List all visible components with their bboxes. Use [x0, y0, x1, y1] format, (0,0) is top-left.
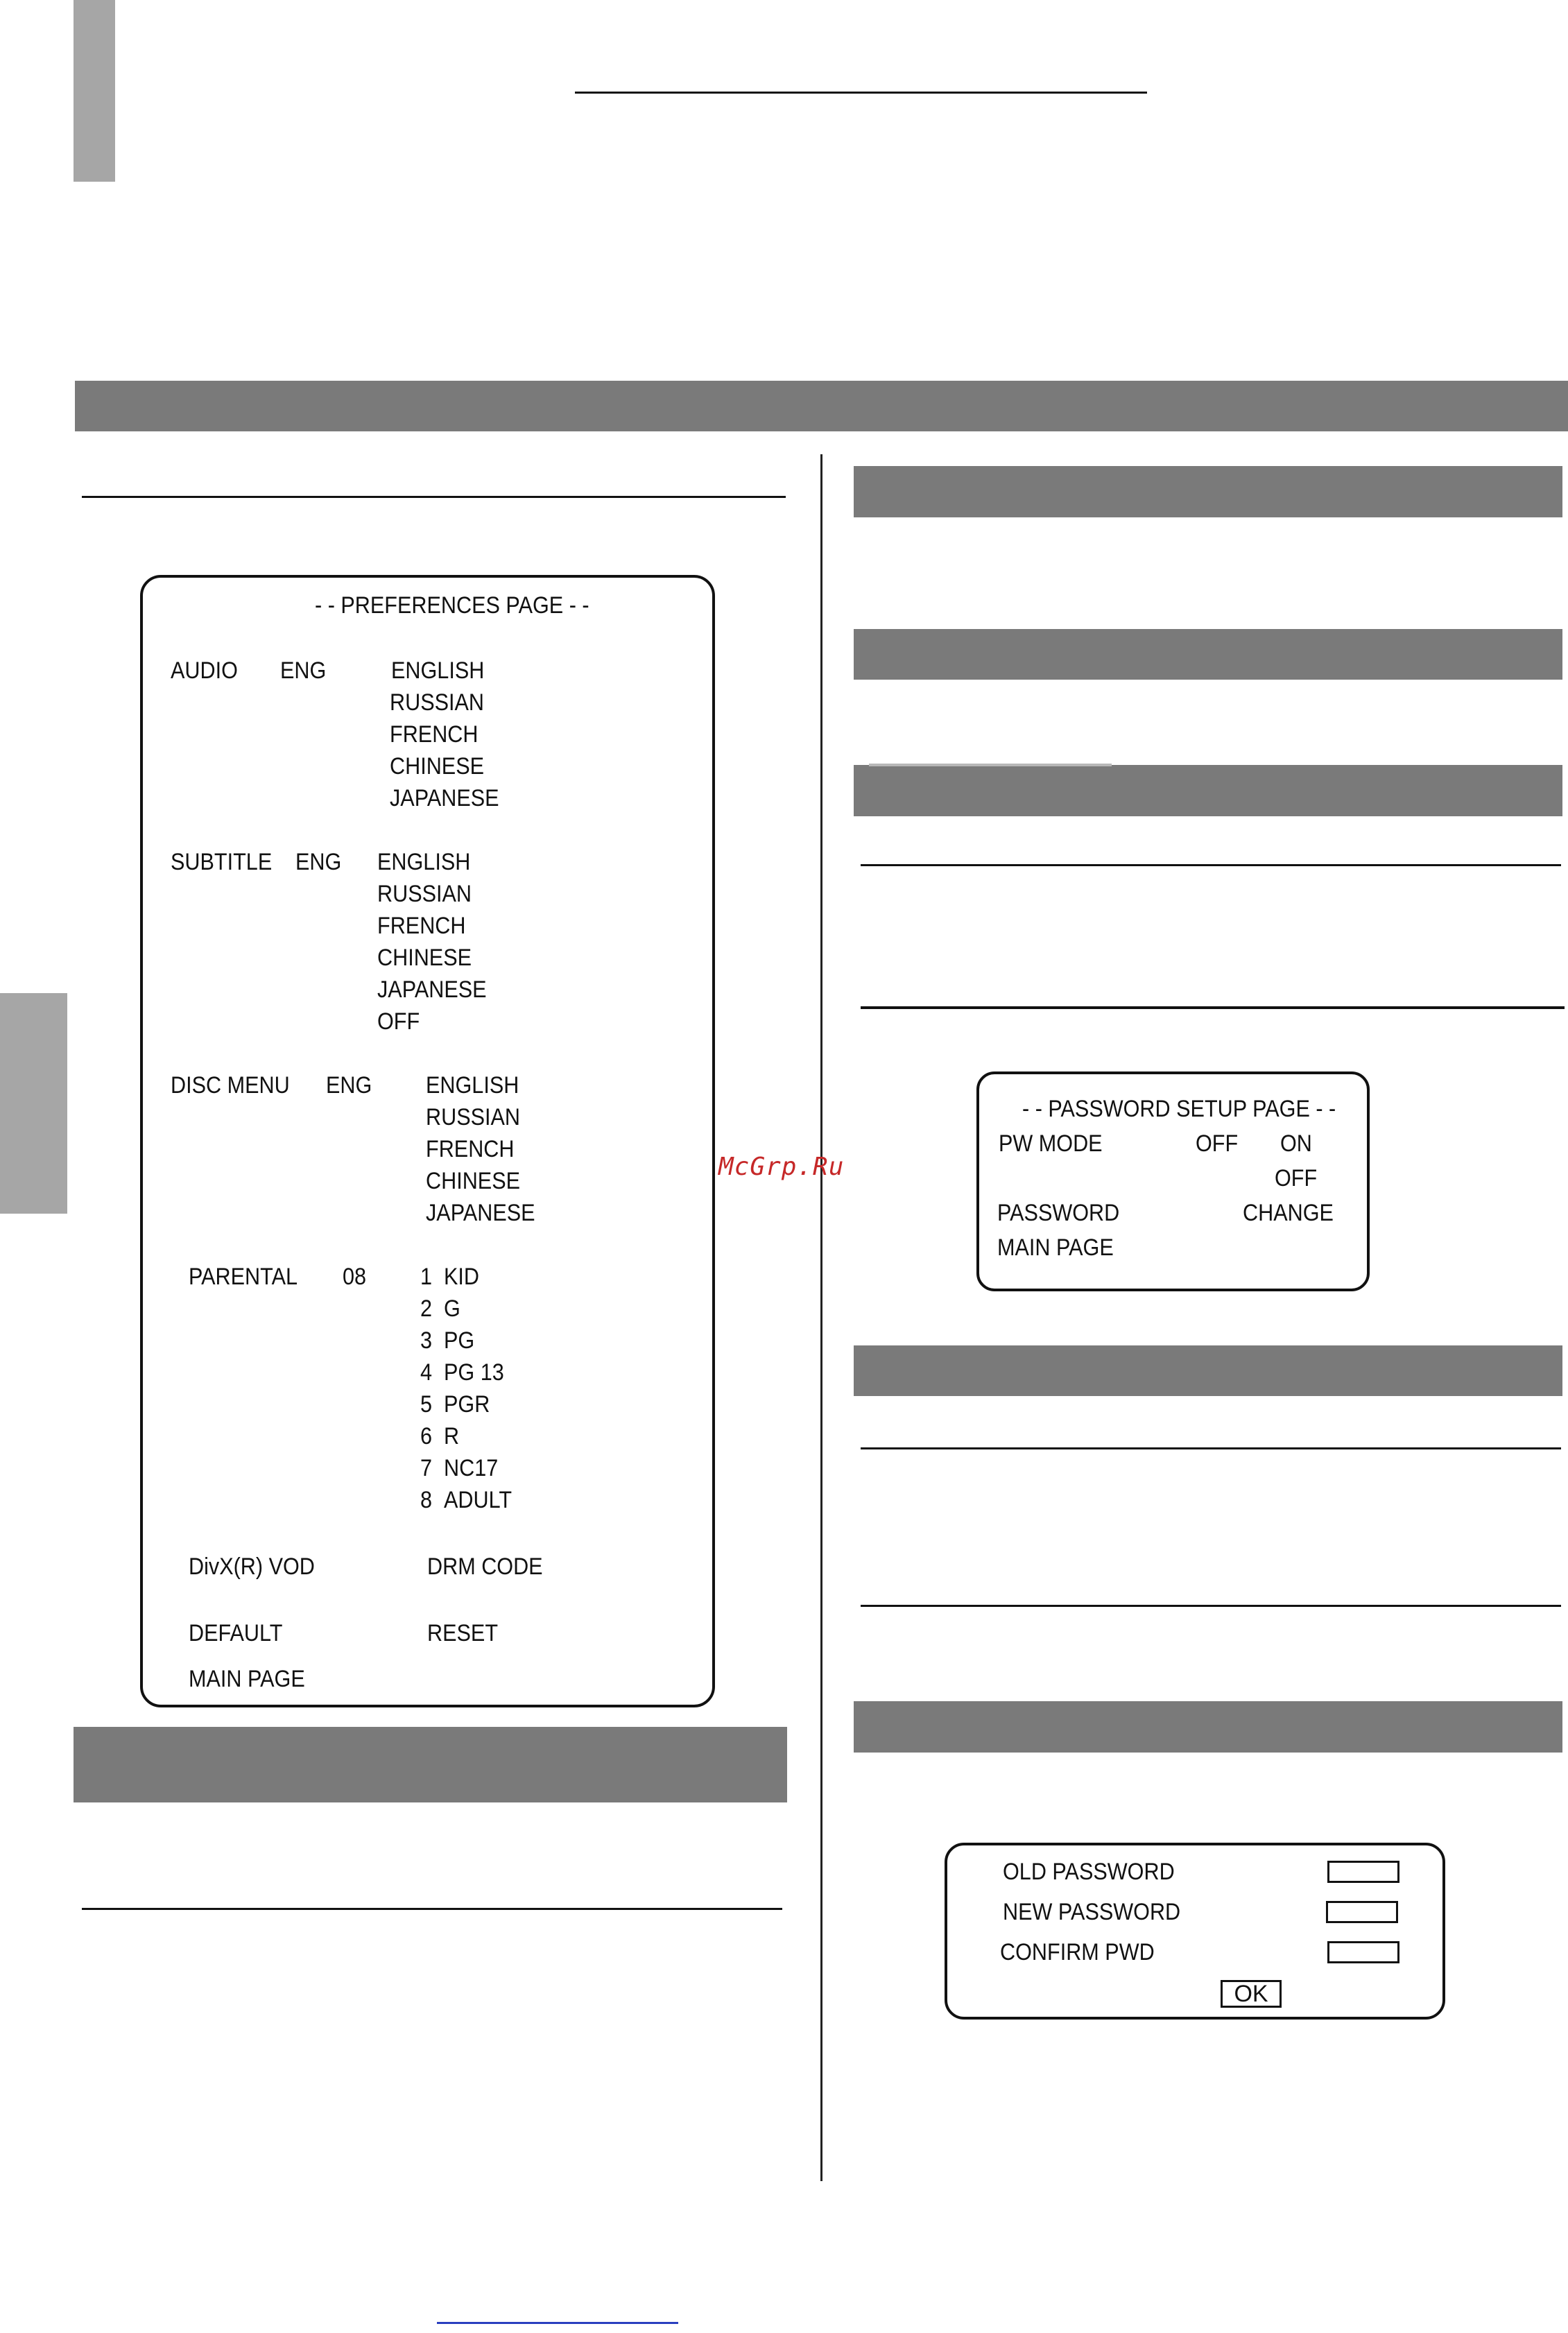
disc-menu-option[interactable]: ENGLISH: [426, 1072, 519, 1099]
disc-menu-option[interactable]: JAPANESE: [426, 1200, 535, 1226]
pw-mode-option[interactable]: OFF: [1275, 1165, 1318, 1191]
parental-level-name[interactable]: PGR: [444, 1391, 490, 1418]
default-label[interactable]: DEFAULT: [189, 1620, 283, 1646]
top-section-bar: [75, 381, 1568, 431]
preferences-title: - - PREFERENCES PAGE - -: [315, 592, 589, 619]
right-rule-2: [861, 1006, 1565, 1009]
parental-label[interactable]: PARENTAL: [189, 1264, 298, 1290]
confirm-pwd-field[interactable]: [1327, 1941, 1399, 1963]
change-password-dialog: [945, 1843, 1445, 2020]
parental-level-name[interactable]: ADULT: [444, 1487, 512, 1513]
parental-level-number: 6: [420, 1423, 433, 1449]
parental-level-number: 4: [420, 1359, 433, 1386]
disc-menu-option[interactable]: RUSSIAN: [426, 1104, 521, 1130]
old-password-field[interactable]: [1327, 1861, 1399, 1883]
main-page-item[interactable]: MAIN PAGE: [997, 1234, 1114, 1261]
top-title-rule: [575, 92, 1147, 94]
disc-menu-option[interactable]: CHINESE: [426, 1168, 521, 1194]
parental-value: 08: [343, 1264, 367, 1290]
left-heading-rule-2: [82, 1908, 782, 1910]
subtitle-option[interactable]: ENGLISH: [377, 849, 471, 875]
main-page-item[interactable]: MAIN PAGE: [189, 1666, 305, 1692]
right-section-bar-4: [854, 1345, 1562, 1396]
new-password-field[interactable]: [1326, 1901, 1398, 1923]
password-label[interactable]: PASSWORD: [997, 1200, 1120, 1226]
password-change-option[interactable]: CHANGE: [1243, 1200, 1334, 1226]
subtitle-label[interactable]: SUBTITLE: [171, 849, 273, 875]
new-password-label: NEW PASSWORD: [1003, 1899, 1181, 1925]
right-rule-3: [861, 1447, 1561, 1449]
subtitle-option[interactable]: FRENCH: [377, 913, 466, 939]
right-section-bar-1: [854, 466, 1562, 517]
audio-option[interactable]: FRENCH: [390, 721, 479, 748]
divx-vod-label[interactable]: DivX(R) VOD: [189, 1553, 315, 1580]
subtitle-option[interactable]: OFF: [377, 1008, 420, 1035]
audio-value: ENG: [280, 657, 327, 684]
parental-level-name[interactable]: PG 13: [444, 1359, 504, 1386]
parental-level-name[interactable]: NC17: [444, 1455, 499, 1481]
parental-level-name[interactable]: R: [444, 1423, 460, 1449]
parental-level-name[interactable]: G: [444, 1295, 460, 1322]
right-rule-4: [861, 1605, 1561, 1607]
subtitle-option[interactable]: RUSSIAN: [377, 881, 472, 907]
right-section-bar-2: [854, 629, 1562, 680]
subtitle-value: ENG: [295, 849, 342, 875]
audio-option[interactable]: JAPANESE: [390, 785, 499, 811]
pw-mode-value: OFF: [1196, 1130, 1239, 1157]
password-setup-panel: [976, 1071, 1370, 1291]
drm-code-value[interactable]: DRM CODE: [427, 1553, 543, 1580]
reset-value[interactable]: RESET: [427, 1620, 499, 1646]
column-divider: [820, 454, 822, 2181]
parental-level-name[interactable]: KID: [444, 1264, 480, 1290]
subtitle-option[interactable]: JAPANESE: [377, 976, 487, 1003]
subtitle-option[interactable]: CHINESE: [377, 945, 472, 971]
left-heading-rule-1: [82, 496, 786, 498]
middle-side-tab: [0, 993, 67, 1214]
pw-mode-option[interactable]: ON: [1280, 1130, 1312, 1157]
disc-menu-label[interactable]: DISC MENU: [171, 1072, 290, 1099]
audio-option[interactable]: ENGLISH: [391, 657, 485, 684]
audio-option[interactable]: CHINESE: [390, 753, 485, 780]
parental-level-number: 3: [420, 1327, 433, 1354]
confirm-pwd-label: CONFIRM PWD: [1000, 1939, 1155, 1965]
top-side-tab: [74, 0, 115, 182]
parental-level-number: 7: [420, 1455, 433, 1481]
right-section-bar-5: [854, 1701, 1562, 1753]
parental-level-number: 2: [420, 1295, 433, 1322]
parental-level-number: 5: [420, 1391, 433, 1418]
disc-menu-option[interactable]: FRENCH: [426, 1136, 515, 1162]
right-section-bar-3: [854, 765, 1562, 816]
right-bar-3-highlight: [869, 764, 1112, 766]
footer-link-underline: [437, 2322, 678, 2324]
parental-level-number: 1: [420, 1264, 433, 1290]
left-section-bar: [74, 1727, 787, 1802]
parental-level-name[interactable]: PG: [444, 1327, 475, 1354]
right-rule-1: [861, 864, 1561, 866]
password-setup-title: - - PASSWORD SETUP PAGE - -: [1022, 1096, 1336, 1122]
disc-menu-value: ENG: [326, 1072, 372, 1099]
parental-level-number: 8: [420, 1487, 433, 1513]
watermark-text: McGrp.Ru: [718, 1153, 845, 1181]
preferences-page-panel: [140, 575, 715, 1707]
ok-button[interactable]: OK: [1221, 1980, 1282, 2008]
pw-mode-label[interactable]: PW MODE: [999, 1130, 1103, 1157]
old-password-label: OLD PASSWORD: [1003, 1859, 1175, 1885]
audio-option[interactable]: RUSSIAN: [390, 689, 485, 716]
audio-label[interactable]: AUDIO: [171, 657, 238, 684]
